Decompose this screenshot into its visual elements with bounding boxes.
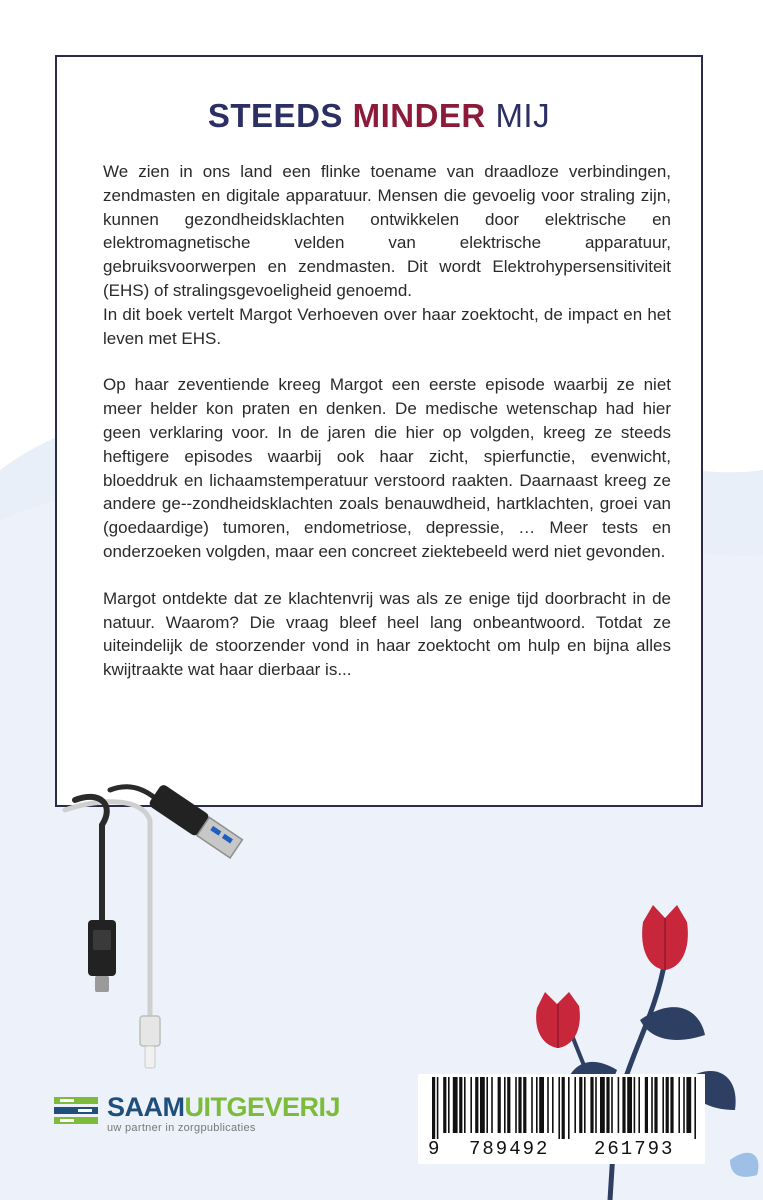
publisher-name-saam: SAAM bbox=[107, 1092, 185, 1122]
barcode-bar bbox=[539, 1077, 544, 1133]
title-word-mij: MIJ bbox=[495, 97, 551, 134]
barcode-bar bbox=[654, 1077, 657, 1133]
publisher-name bbox=[107, 1092, 340, 1123]
barcode-bar bbox=[666, 1077, 669, 1133]
barcode-bar bbox=[662, 1077, 664, 1133]
barcode-bar bbox=[606, 1077, 609, 1133]
blurb-text bbox=[103, 160, 671, 705]
barcode-bar bbox=[579, 1077, 582, 1133]
barcode-bar bbox=[504, 1077, 506, 1133]
barcode-bar bbox=[536, 1077, 538, 1133]
barcode-bar bbox=[634, 1077, 636, 1133]
blurb-paragraph-3: Op haar zeventiende kreeg Margot een eerste episode waarbij ze niet meer helder kon praten en denken. De medische wetenschap had hier geen verklaring voor. In de jaren die hier op volgden, kreeg ze steeds heftigere episodes waarbij ook haar zicht, spierfunctie, evenwicht, bloeddruk en lichaamstemperatuur verstoord raakten. Daarnaast kreeg ze andere ge--zondheidsklachten zoals benauwdheid, hartklachten, groei van (goedaardige) tumoren, endometriose, depressie, … Meer tests en onderzoeken volgden, maar een concreet ziektebeeld werd niet gevonden. bbox=[103, 375, 671, 561]
barcode-bars bbox=[426, 1077, 705, 1139]
barcode-bar bbox=[531, 1077, 533, 1133]
back-cover-text-panel bbox=[55, 55, 703, 807]
isbn-barcode bbox=[418, 1074, 705, 1164]
barcode-digits-left: 789492 bbox=[469, 1138, 550, 1160]
barcode-bar bbox=[600, 1077, 605, 1133]
barcode-bar bbox=[574, 1077, 576, 1133]
barcode-bar bbox=[515, 1077, 517, 1133]
barcode-bar bbox=[568, 1077, 570, 1139]
barcode-bar bbox=[448, 1077, 450, 1133]
publisher-tagline: uw partner in zorgpublicaties bbox=[107, 1122, 256, 1134]
barcode-bar bbox=[507, 1077, 510, 1133]
barcode-bar bbox=[651, 1077, 653, 1133]
barcode-bar bbox=[437, 1077, 439, 1139]
barcode-bar bbox=[627, 1077, 632, 1133]
barcode-bar bbox=[645, 1077, 648, 1133]
barcode-bar bbox=[670, 1077, 673, 1133]
barcode-bar bbox=[618, 1077, 620, 1133]
barcode-bar bbox=[686, 1077, 691, 1133]
barcode-bar bbox=[683, 1077, 685, 1133]
barcode-bar bbox=[590, 1077, 593, 1133]
barcode-bar bbox=[523, 1077, 526, 1133]
publisher-logo bbox=[52, 1090, 382, 1140]
barcode-bar bbox=[464, 1077, 466, 1133]
barcode-bar bbox=[694, 1077, 696, 1139]
barcode-bar bbox=[595, 1077, 597, 1133]
barcode-bar bbox=[584, 1077, 586, 1133]
blurb-paragraph-4: Margot ontdekte dat ze klachtenvrij was als ze enige tijd doorbracht in de natuur. Waarom? Die vraag bleef heel lang onbeantwoord. Totdat ze uiteindelijk de stoorzender vond in haar zoektocht om hulp en bijna alles kwijtraakte wat haar dierbaar is... bbox=[103, 588, 671, 680]
publisher-mark-icon bbox=[52, 1094, 100, 1130]
publisher-name-uitgeverij: UITGEVERIJ bbox=[184, 1092, 341, 1122]
barcode-digits-right: 261793 bbox=[594, 1138, 675, 1160]
title-word-minder: MINDER bbox=[352, 97, 486, 134]
usb-cables-icon bbox=[55, 780, 255, 1070]
barcode-bar bbox=[470, 1077, 472, 1133]
barcode-bar bbox=[486, 1077, 488, 1133]
blurb-paragraph-2: In dit boek vertelt Margot Verhoeven over haar zoektocht, de impact en het leven met EHS. bbox=[103, 304, 671, 348]
barcode-bar bbox=[475, 1077, 478, 1133]
barcode-bar bbox=[498, 1077, 501, 1133]
barcode-bar bbox=[518, 1077, 521, 1133]
barcode-bar bbox=[558, 1077, 560, 1139]
barcode-bar bbox=[480, 1077, 485, 1133]
barcode-bar bbox=[622, 1077, 625, 1133]
barcode-bar bbox=[638, 1077, 640, 1133]
barcode-bar bbox=[552, 1077, 554, 1133]
barcode-bar bbox=[443, 1077, 446, 1133]
barcode-bar bbox=[491, 1077, 493, 1133]
blurb-paragraph-1: We zien in ons land een flinke toename van draadloze verbindingen, zendmasten en digitale apparatuur. Mensen die gevoelig voor straling zijn, kunnen gezondheidsklachten ontwikkelen door elektrische en elektromagnetische velden van elektrische apparatuur, gebruiksvoorwerpen en zendmasten. Dit wordt Elektrohypersensitiviteit (EHS) of stralingsgevoeligheid genoemd. bbox=[103, 162, 671, 300]
barcode-bar bbox=[432, 1077, 435, 1139]
book-title bbox=[57, 97, 701, 135]
barcode-bar bbox=[678, 1077, 680, 1133]
barcode-digit-first: 9 bbox=[428, 1138, 442, 1160]
barcode-bar bbox=[453, 1077, 458, 1133]
barcode-bar bbox=[562, 1077, 565, 1139]
barcode-bar bbox=[547, 1077, 549, 1133]
barcode-bar bbox=[611, 1077, 613, 1133]
barcode-bar bbox=[459, 1077, 462, 1133]
title-word-steeds: STEEDS bbox=[207, 97, 343, 134]
